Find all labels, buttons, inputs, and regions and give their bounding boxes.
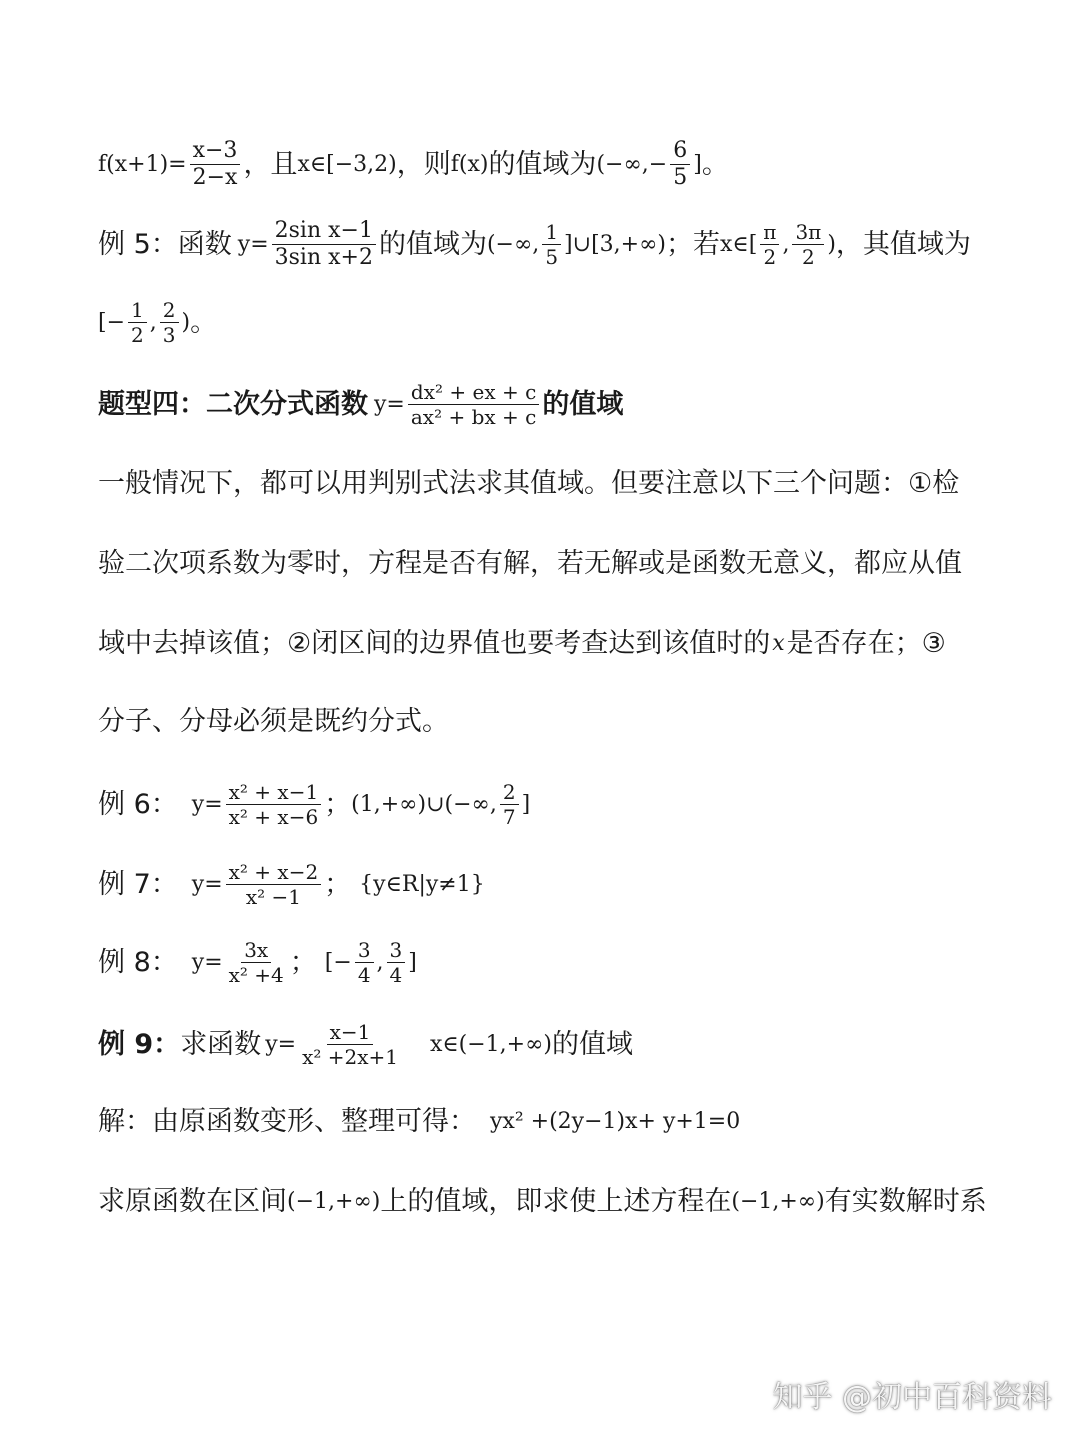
- text: ，则: [396, 149, 451, 181]
- math-range: ): [181, 309, 191, 335]
- solution-line: [98, 1108, 978, 1135]
- paragraph-line: 分子、分母必须是既约分式。: [98, 706, 449, 737]
- example-7: [98, 860, 978, 909]
- example-label: 例 9：: [98, 1029, 181, 1060]
- text: 的值域为: [378, 229, 487, 261]
- text: 。: [701, 149, 729, 181]
- math-lhs: f(x+1)=: [98, 151, 187, 177]
- math-equation: yx² +(2y−1)x+ y+1=0: [490, 1108, 741, 1134]
- example-5-range: [− $\frac{1}{2}$ , $\frac{2}{3}$ ) 。: [98, 298, 218, 347]
- heading-text: 题型四：二次分式函数: [98, 389, 368, 420]
- heading-text: 的值域: [542, 389, 624, 420]
- paragraph-line: 域中去掉该值；②闭区间的边界值也要考查达到该值时的 x 是否存在；③: [98, 628, 946, 659]
- text: ，且: [243, 149, 298, 181]
- example-label: 例 7：: [98, 869, 178, 900]
- math-condition: x∈(−1,+∞): [429, 1031, 553, 1057]
- math-range: (−∞,: [486, 231, 540, 257]
- fraction: $\frac{3}{4}$: [387, 938, 406, 987]
- example-label: 例 6：: [98, 789, 178, 820]
- fraction: $\frac{3\pi}{2}$: [792, 220, 824, 269]
- math-y: y=: [191, 871, 223, 897]
- math-answer: {y∈R|y≠1}: [359, 871, 485, 897]
- fraction: $\frac{\text{x² + x−1}}{\text{x² + x−6}}$: [226, 780, 322, 829]
- math-answer: [−: [324, 949, 352, 975]
- text: ；: [324, 789, 352, 820]
- math-condition: ): [827, 231, 836, 257]
- fraction: $\frac{x-3}{2-x}$: [190, 138, 241, 191]
- math-interval: (−1,+∞): [731, 1188, 825, 1214]
- fraction: $\frac{2}{7}$: [500, 780, 519, 829]
- math-y: y=: [191, 791, 223, 817]
- example-6: [98, 780, 978, 829]
- fraction: $\frac{6}{5}$: [670, 138, 690, 191]
- section-heading: [98, 380, 978, 429]
- math-interval: (−1,+∞): [287, 1188, 381, 1214]
- text: 解：由原函数变形、整理可得：: [98, 1106, 476, 1137]
- text: ；若: [666, 229, 720, 261]
- fraction: $\frac{2}{3}$: [160, 298, 179, 347]
- math-range-left: (−∞,−: [596, 151, 668, 177]
- math-answer: ]: [521, 791, 531, 817]
- text: 的值域为: [488, 149, 597, 181]
- fraction: $\frac{x-1}{\text{x² +2x+1}}$: [302, 1020, 398, 1069]
- math-range: [−: [98, 309, 126, 335]
- math-y: y=: [265, 1031, 297, 1057]
- fraction: $\frac{3x}{\text{x² +4}}$: [228, 938, 284, 987]
- math-range: ]: [564, 231, 573, 257]
- text: ，其值域为: [835, 229, 971, 261]
- text: ；: [289, 947, 317, 978]
- text: 。: [190, 307, 218, 338]
- watermark: 知乎 @初中百科资料: [772, 1380, 1052, 1415]
- example-label: 例 5：函数: [98, 229, 232, 261]
- fraction: $\frac{\text{dx² + ex + c}}{\text{ax² + bx + c}}$: [408, 380, 539, 429]
- paragraph-line: 验二次项系数为零时，方程是否有解，若无解或是函数无意义，都应从值: [98, 548, 962, 579]
- math-answer: (1,+∞)∪(−∞,: [351, 791, 497, 817]
- math-y: y=: [374, 391, 405, 417]
- fraction: $\frac{1}{2}$: [128, 298, 147, 347]
- fraction: $\frac{1}{5}$: [542, 220, 561, 269]
- text: 求函数: [180, 1029, 262, 1060]
- math-union: ∪[3,+∞): [572, 231, 666, 257]
- text: ；: [324, 869, 352, 900]
- paragraph-line: 求原函数在区间 (−1,+∞) 上的值域，即求使上述方程在 (−1,+∞) 有实数解时系: [98, 1186, 987, 1217]
- math-y: y=: [237, 231, 269, 257]
- math-fx: f(x): [450, 151, 489, 177]
- paragraph-line: 一般情况下，都可以用判别式法求其值域。但要注意以下三个问题：①检: [98, 468, 960, 499]
- text: 的值域: [552, 1029, 634, 1060]
- fraction: $\frac{\text{x² + x−2}}{\text{x² −1}}$: [226, 860, 322, 909]
- math-condition: x∈[−3,2): [297, 151, 397, 177]
- math-condition: x∈[: [720, 231, 758, 257]
- fraction: $\frac{\text{2sin x−1}}{\text{3sin x+2}}$: [272, 218, 376, 271]
- example-label: 例 8：: [98, 947, 178, 978]
- math-answer: ]: [408, 949, 417, 975]
- math-y: y=: [191, 949, 223, 975]
- example-8: 例 8： y= $\frac{3x}{\text{x² +4}}$ ； [− $\frac{3}{4}$ , $\frac{3}{4}$ ]: [98, 938, 417, 987]
- math-range-right: ]: [693, 151, 702, 177]
- fraction: $\frac{\pi}{2}$: [760, 220, 779, 269]
- example-5: 例 5：函数 y= $\frac{\text{2sin x−1}}{\text{3sin x+2}}$ 的值域为 (−∞, $\frac{1}{5}$ ] ∪[3,+∞) ；若 x∈[ $\frac{\pi}{2}$ , $\frac{3\pi}{2}$ ) ，其值域为: [98, 218, 971, 271]
- fraction: $\frac{3}{4}$: [355, 938, 374, 987]
- line-fx-shift: [98, 138, 978, 191]
- example-9: [98, 1020, 978, 1069]
